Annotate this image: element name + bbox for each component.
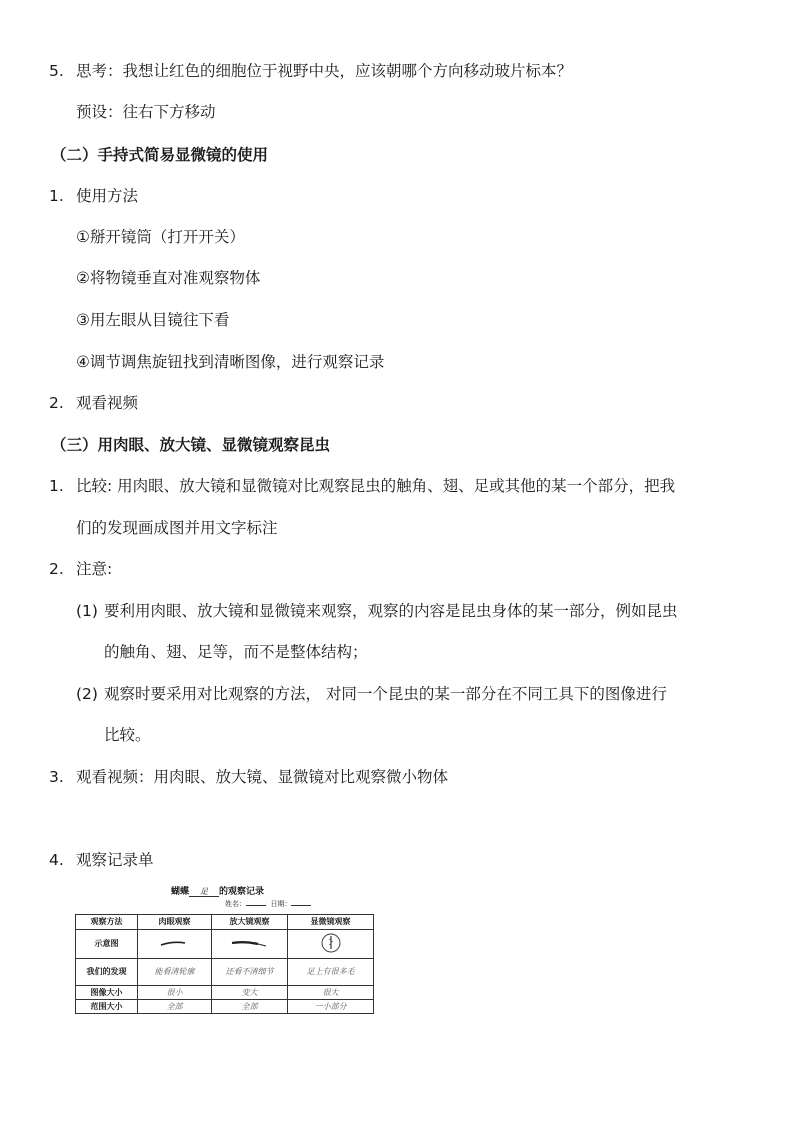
record-table	[75, 914, 374, 1014]
note-2-line-1: 观察时要采用对比观察的方法， 对同一个昆虫的某一部分在不同工具下的图像进行	[104, 685, 667, 703]
section-2-heading: （二）手持式简易显微镜的使用	[51, 146, 269, 164]
item-5-answer: 预设：往右下方移动	[76, 103, 216, 121]
finding-magnifier: 还看不清细节	[212, 959, 288, 986]
date-blank	[291, 905, 311, 906]
row-label-image-size: 图像大小	[76, 986, 138, 1000]
section-2-item-1-number: 1.	[49, 187, 64, 205]
record-sheet-meta	[225, 899, 311, 909]
table-row	[76, 930, 374, 959]
row-label-range: 范围大小	[76, 1000, 138, 1014]
usage-step-2: ②将物镜垂直对准观察物体	[76, 269, 261, 287]
header-microscope: 显微镜观察	[288, 915, 374, 930]
table-row	[76, 986, 374, 1000]
section-3-item-1-line-1: 比较: 用肉眼、放大镜和显微镜对比观察昆虫的触角、翅、足或其他的某一个部分，把我	[76, 477, 676, 495]
size-microscope: 很大	[288, 986, 374, 1000]
observation-record-sheet	[75, 884, 375, 1020]
table-row	[76, 1000, 374, 1014]
leg-sketch-small-icon	[155, 936, 195, 950]
section-3-item-2-number: 2.	[49, 560, 64, 578]
usage-step-4: ④调节调焦旋钮找到清晰图像，进行观察记录	[76, 353, 385, 371]
size-magnifier: 变大	[212, 986, 288, 1000]
section-3-item-1-number: 1.	[49, 477, 64, 495]
section-3-item-4-label: 观察记录单	[76, 851, 154, 869]
record-title-prefix: 蝴蝶	[171, 887, 190, 897]
header-magnifier: 放大镜观察	[212, 915, 288, 930]
note-2-line-2: 比较。	[104, 726, 151, 744]
table-row	[76, 959, 374, 986]
section-3-item-3-text: 观看视频：用肉眼、放大镜、显微镜对比观察微小物体	[76, 768, 449, 786]
finding-naked-eye: 能看清轮廓	[138, 959, 212, 986]
record-header-row	[76, 915, 374, 930]
header-method: 观察方法	[76, 915, 138, 930]
section-3-item-2-label: 注意:	[76, 560, 113, 578]
sketch-naked-eye	[138, 930, 212, 959]
row-label-diagram: 示意图	[76, 930, 138, 959]
usage-step-1: ①掰开镜筒（打开开关）	[76, 228, 245, 246]
section-3-item-4-number: 4.	[49, 851, 64, 869]
section-3-heading: （三）用肉眼、放大镜、显微镜观察昆虫	[51, 436, 331, 454]
range-microscope: 一小部分	[288, 1000, 374, 1014]
finding-microscope: 足上有很多毛	[288, 959, 374, 986]
section-2-item-2-label: 观看视频	[76, 394, 139, 412]
date-label: 日期：	[270, 900, 292, 908]
sketch-magnifier	[212, 930, 288, 959]
sketch-microscope	[288, 930, 374, 959]
name-blank	[246, 905, 266, 906]
section-3-item-1-line-2: 们的发现画成图并用文字标注	[76, 519, 278, 537]
item-5-question: 思考：我想让红色的细胞位于视野中央，应该朝哪个方向移动玻片标本？	[76, 62, 573, 80]
row-label-findings: 我们的发现	[76, 959, 138, 986]
section-2-item-2-number: 2.	[49, 394, 64, 412]
range-magnifier: 全部	[212, 1000, 288, 1014]
leg-sketch-medium-icon	[228, 935, 272, 951]
size-naked-eye: 很小	[138, 986, 212, 1000]
section-3-item-3-number: 3.	[49, 768, 64, 786]
record-title-blank: 足	[189, 887, 219, 897]
record-title-suffix: 的观察记录	[219, 887, 265, 897]
microscope-view-circle-icon	[320, 932, 342, 954]
section-2-item-1-label: 使用方法	[76, 187, 139, 205]
record-sheet-title	[171, 884, 264, 897]
header-naked-eye: 肉眼观察	[138, 915, 212, 930]
name-label: 姓名：	[225, 900, 246, 908]
note-1-line-1: 要利用肉眼、放大镜和显微镜来观察，观察的内容是昆虫身体的某一部分，例如昆虫	[104, 602, 678, 620]
note-1-number: (1)	[76, 602, 98, 620]
usage-step-3: ③用左眼从目镜往下看	[76, 311, 230, 329]
note-1-line-2: 的触角、翅、足等，而不是整体结构；	[104, 643, 368, 661]
note-2-number: (2)	[76, 685, 98, 703]
item-5-number: 5.	[49, 62, 64, 80]
range-naked-eye: 全部	[138, 1000, 212, 1014]
